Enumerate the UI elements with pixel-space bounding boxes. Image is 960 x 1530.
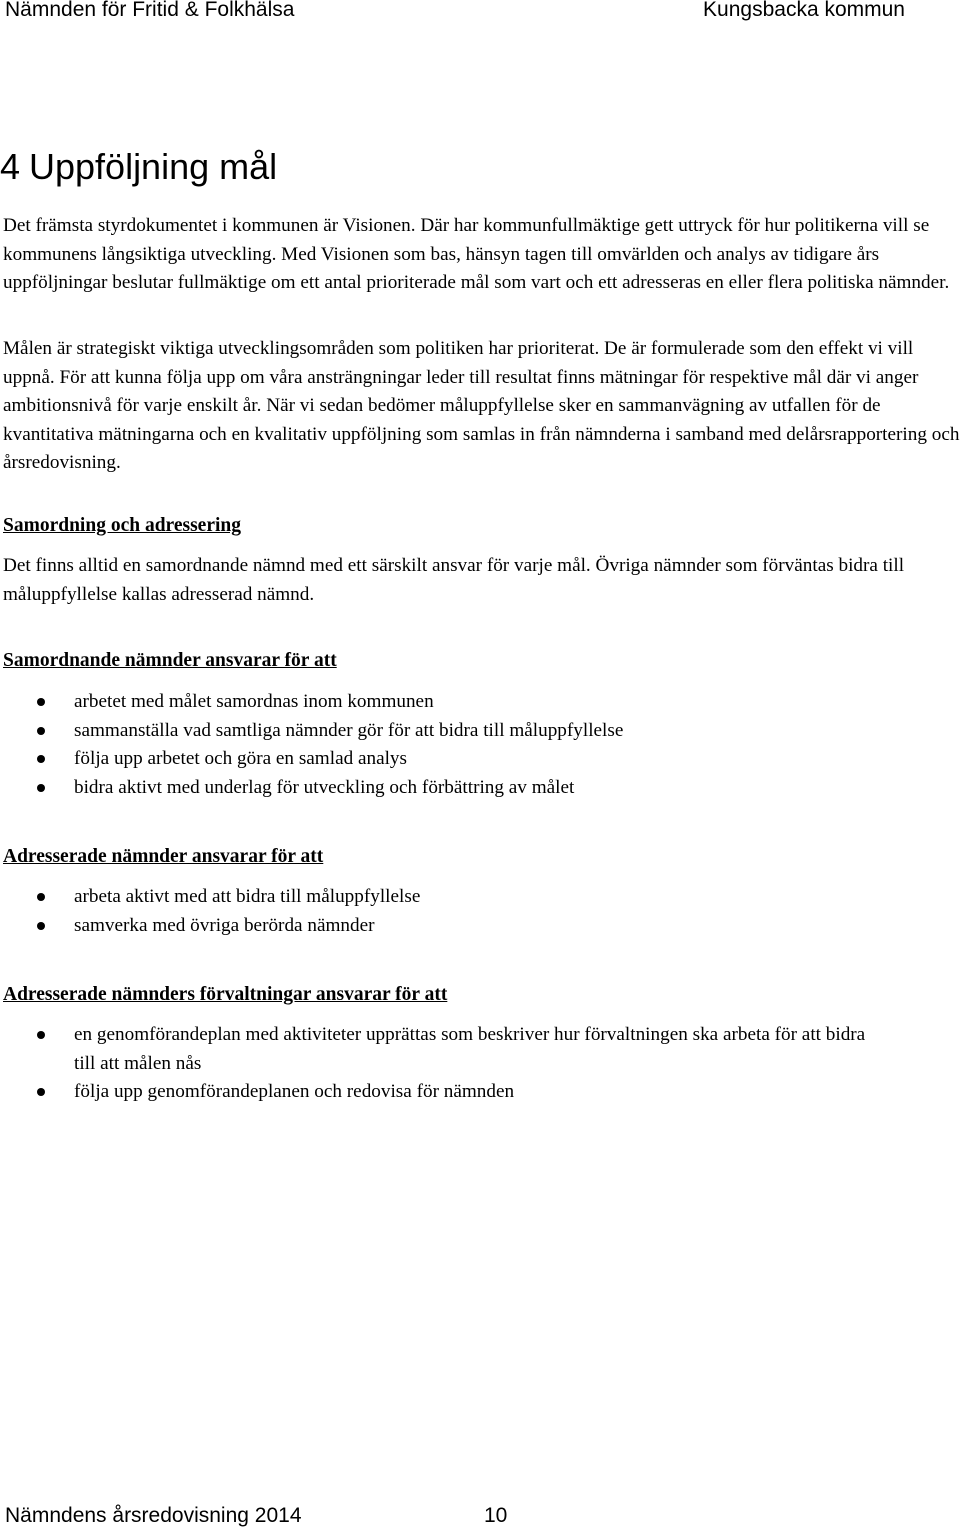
- samordning-heading: Samordning och adressering: [3, 515, 241, 536]
- list-item: följa upp arbetet och göra en samlad analys: [0, 745, 900, 774]
- paragraph-text: Det finns alltid en samordnande nämnd med ett särskilt ansvar för varje mål. Övriga nämnder som förväntas bidra till måluppfyllelse kallas adresserad nämnd.: [3, 555, 905, 605]
- adresserade-heading: Adresserade nämnder ansvarar för att: [3, 846, 324, 867]
- adresserade-list: [0, 883, 900, 940]
- paragraph-text: Målen är strategiskt viktiga utvecklingsområden som politiken har prioriterat. De är formulerade som den effekt vi vill uppnå. För att kunna följa upp om våra ansträngningar leder till resultat finns mätningar för respektive mål där vi anger ambitionsnivå för varje enskilt år. När vi sedan bedömer måluppfyllelse sker en sammanvägning av utfallen för de kvantitativa mätningarna och en kvalitativ uppföljning som samlas in från nämnderna i samband med delårsrapportering och årsredovisning.: [3, 338, 960, 473]
- list-item: sammanställa vad samtliga nämnder gör för att bidra till måluppfyllelse: [0, 717, 900, 746]
- section-title: Uppföljning mål: [29, 146, 278, 187]
- forvaltningar-heading: Adresserade nämnders förvaltningar ansvarar för att: [3, 984, 448, 1005]
- bullet-icon: [37, 922, 45, 930]
- list-item: arbeta aktivt med att bidra till måluppfyllelse: [0, 883, 900, 912]
- header-left: Nämnden för Fritid & Folkhälsa: [5, 0, 295, 21]
- bullet-icon: [37, 784, 45, 792]
- section-heading: [0, 145, 277, 189]
- page-number: 10: [484, 1504, 508, 1527]
- samordnande-list: [0, 688, 900, 802]
- bullet-icon: [37, 698, 45, 706]
- samordnande-heading: Samordnande nämnder ansvarar för att: [3, 650, 337, 671]
- footer-title: Nämndens årsredovisning 2014: [5, 1504, 302, 1527]
- bullet-icon: [37, 727, 45, 735]
- list-item: en genomförandeplan med aktiviteter upprättas som beskriver hur förvaltningen ska arbeta för att bidra till att målen nås: [0, 1021, 880, 1078]
- list-item: arbetet med målet samordnas inom kommunen: [0, 688, 900, 717]
- bullet-icon: [37, 755, 45, 763]
- header-right: Kungsbacka kommun: [703, 0, 905, 21]
- list-item: följa upp genomförandeplanen och redovisa för nämnden: [0, 1078, 880, 1107]
- samordning-paragraph: [3, 552, 960, 609]
- bullet-icon: [37, 1031, 45, 1039]
- list-item: samverka med övriga berörda nämnder: [0, 912, 900, 941]
- paragraph-text: Det främsta styrdokumentet i kommunen är Visionen. Där har kommunfullmäktige gett uttryck för hur politikerna vill se kommunens långsiktiga utveckling. Med Visionen som bas, hänsyn tagen till omvärlden och analys av tidigare års uppföljningar beslutar fullmäktige om ett antal prioriterade mål som vart och ett adresseras en eller flera politiska nämnder.: [3, 215, 950, 293]
- bullet-icon: [37, 1088, 45, 1096]
- list-item: bidra aktivt med underlag för utveckling och förbättring av målet: [0, 774, 900, 803]
- intro-paragraph-1: [3, 212, 960, 298]
- intro-paragraph-2: [3, 335, 960, 478]
- forvaltningar-list: [0, 1021, 880, 1107]
- bullet-icon: [37, 893, 45, 901]
- section-number: 4: [0, 146, 21, 187]
